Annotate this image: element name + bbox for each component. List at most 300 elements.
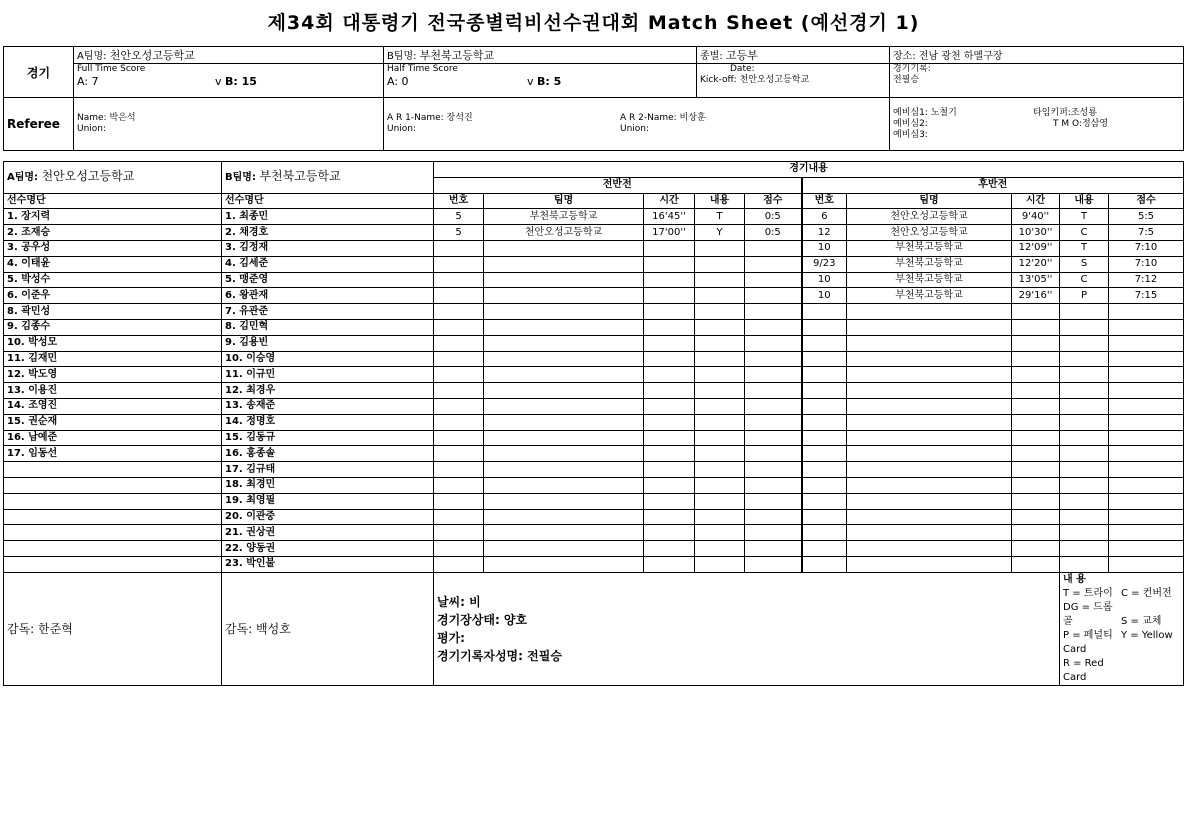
- table-row: [4, 225, 1184, 241]
- legend-title: 내 용: [1063, 573, 1086, 585]
- second-half-event-score: 5:5: [1109, 209, 1184, 225]
- second-half-event-team: 부천북고등학교: [847, 272, 1012, 288]
- roster-a-player: 8. 곽민성: [4, 304, 222, 320]
- table-row: [4, 240, 1184, 256]
- first-half-event-no: [434, 430, 484, 446]
- team-b-cell: B팀명: 부천북고등학교: [384, 47, 697, 64]
- table-row: [4, 414, 1184, 430]
- roster-b-player: 14. 정명호: [222, 414, 434, 430]
- roster-a-player: [4, 541, 222, 557]
- roster-a-player: [4, 493, 222, 509]
- team-b-name: 부천북고등학교: [259, 169, 341, 184]
- first-half-event-time: [644, 430, 695, 446]
- first-half-event-score: [745, 398, 802, 414]
- team-b-header: [222, 162, 434, 194]
- second-half-event-score: [1109, 304, 1184, 320]
- first-half-event-time: [644, 272, 695, 288]
- second-half-event-no: [802, 319, 847, 335]
- first-half-event-no: [434, 556, 484, 572]
- second-half-event-time: [1012, 414, 1060, 430]
- second-half-event-no: 10: [802, 240, 847, 256]
- first-half-event-no: [434, 525, 484, 541]
- second-half-event-time: [1012, 446, 1060, 462]
- second-half-event-no: [802, 509, 847, 525]
- first-half-event-no: [434, 351, 484, 367]
- second-half-event-no: [802, 367, 847, 383]
- first-half-event-no: [434, 240, 484, 256]
- evaluation: 평가:: [437, 630, 465, 645]
- second-half-event-time: [1012, 398, 1060, 414]
- second-half-event-no: [802, 383, 847, 399]
- second-half-event-no: [802, 525, 847, 541]
- legend-row: [1063, 587, 1180, 601]
- first-half-event-no: 5: [434, 209, 484, 225]
- second-half-event-score: [1109, 477, 1184, 493]
- first-half-event-score: [745, 462, 802, 478]
- first-half-event-team: [484, 509, 644, 525]
- ground-condition: 경기장상태: 양호: [437, 612, 528, 627]
- first-half-col-0: 번호: [434, 193, 484, 209]
- first-half-event-no: [434, 477, 484, 493]
- second-half-event-no: 9/23: [802, 256, 847, 272]
- second-half-event-score: [1109, 398, 1184, 414]
- second-half-event-time: [1012, 383, 1060, 399]
- roster-b-player: 11. 이규민: [222, 367, 434, 383]
- legend-item: T = 트라이: [1063, 587, 1113, 599]
- second-half-event-team: [847, 319, 1012, 335]
- roster-a-player: 15. 권순재: [4, 414, 222, 430]
- match-header-table: [3, 46, 1184, 151]
- table-row: [4, 288, 1184, 304]
- team-b-label: B팀명:: [225, 172, 256, 184]
- second-half-event-score: [1109, 541, 1184, 557]
- roster-b-player: 23. 박인불: [222, 556, 434, 572]
- first-half-event-team: [484, 398, 644, 414]
- match-label: 경기: [4, 47, 74, 98]
- recorder-sign-label: 경기기록자성명:: [437, 648, 523, 663]
- roster-b-player: 5. 맹준영: [222, 272, 434, 288]
- second-half-event-time: [1012, 462, 1060, 478]
- first-half-event-type: [695, 288, 745, 304]
- first-half-event-type: [695, 541, 745, 557]
- table-row: [4, 446, 1184, 462]
- first-half-event-no: [434, 288, 484, 304]
- second-half-event-time: 13'05'': [1012, 272, 1060, 288]
- first-half-event-team: [484, 319, 644, 335]
- second-half-event-type: [1060, 556, 1109, 572]
- first-half-event-time: [644, 477, 695, 493]
- team-a-name: 천안오성고등학교: [109, 49, 195, 62]
- roster-a-player: 5. 박성수: [4, 272, 222, 288]
- coach-b: 감독: 백성호: [222, 572, 434, 685]
- second-half-event-no: 6: [802, 209, 847, 225]
- first-half-event-type: [695, 272, 745, 288]
- table-row: [4, 335, 1184, 351]
- second-half-event-score: [1109, 462, 1184, 478]
- second-half-event-time: [1012, 477, 1060, 493]
- second-half-event-score: [1109, 430, 1184, 446]
- table-row: [4, 367, 1184, 383]
- roster-b-player: 16. 홍종솔: [222, 446, 434, 462]
- first-half-event-score: [745, 319, 802, 335]
- second-half-event-team: 부천북고등학교: [847, 288, 1012, 304]
- roster-a-player: [4, 525, 222, 541]
- roster-b-player: 3. 김정재: [222, 240, 434, 256]
- first-half-event-type: [695, 240, 745, 256]
- first-half-event-type: [695, 430, 745, 446]
- second-half-event-team: [847, 462, 1012, 478]
- roster-b-player: 7. 유관준: [222, 304, 434, 320]
- second-half-event-score: [1109, 335, 1184, 351]
- second-half-event-type: P: [1060, 288, 1109, 304]
- ar1-name: A R 1-Name: 장석진: [387, 113, 473, 123]
- first-half-event-no: [434, 383, 484, 399]
- second-half-event-no: [802, 414, 847, 430]
- second-half-event-no: 10: [802, 288, 847, 304]
- first-half-event-team: 부천북고등학교: [484, 209, 644, 225]
- first-half-event-team: [484, 477, 644, 493]
- table-row: [4, 477, 1184, 493]
- second-half-event-type: [1060, 462, 1109, 478]
- first-half-event-score: [745, 367, 802, 383]
- second-half-event-time: [1012, 367, 1060, 383]
- second-half-event-team: [847, 509, 1012, 525]
- roster-a-player: 1. 장지력: [4, 209, 222, 225]
- second-half-event-type: [1060, 367, 1109, 383]
- first-half-event-type: [695, 462, 745, 478]
- second-half-event-no: [802, 398, 847, 414]
- first-half-event-no: [434, 446, 484, 462]
- second-half-event-score: 7:12: [1109, 272, 1184, 288]
- second-half-event-type: [1060, 525, 1109, 541]
- first-half-event-score: [745, 430, 802, 446]
- second-half-event-team: [847, 367, 1012, 383]
- second-half-event-type: C: [1060, 225, 1109, 241]
- roster-b-player: 6. 왕관재: [222, 288, 434, 304]
- first-half-event-team: [484, 446, 644, 462]
- roster-a-player: 11. 김재민: [4, 351, 222, 367]
- first-half-event-time: [644, 256, 695, 272]
- second-half-event-type: T: [1060, 209, 1109, 225]
- legend-row: [1063, 657, 1180, 685]
- first-half-event-team: [484, 335, 644, 351]
- second-half-event-type: [1060, 398, 1109, 414]
- first-half-event-no: [434, 462, 484, 478]
- second-half-event-type: [1060, 414, 1109, 430]
- first-half-event-team: [484, 383, 644, 399]
- roster-b-player: 21. 권상권: [222, 525, 434, 541]
- table-row: [4, 319, 1184, 335]
- roster-a-player: 12. 박도영: [4, 367, 222, 383]
- first-half-col-2: 시간: [644, 193, 695, 209]
- first-half-event-score: [745, 446, 802, 462]
- first-half-event-type: [695, 414, 745, 430]
- first-half-event-time: [644, 351, 695, 367]
- referee-label: Referee: [4, 98, 74, 151]
- second-half-event-no: [802, 477, 847, 493]
- conditions-cell: [434, 572, 1060, 685]
- first-half-event-score: [745, 414, 802, 430]
- roster-a-player: 4. 이태윤: [4, 256, 222, 272]
- table-row: [4, 509, 1184, 525]
- first-half-event-no: [434, 367, 484, 383]
- second-half-event-type: [1060, 383, 1109, 399]
- second-half-event-no: [802, 351, 847, 367]
- first-half-event-score: [745, 335, 802, 351]
- legend-item: Y = Yellow Card: [1063, 629, 1173, 655]
- second-half-event-no: 12: [802, 225, 847, 241]
- first-half-event-score: 0:5: [745, 209, 802, 225]
- second-half-event-no: [802, 462, 847, 478]
- first-half-event-type: [695, 351, 745, 367]
- second-half-event-team: 천안오성고등학교: [847, 209, 1012, 225]
- roster-a-player: 13. 이용진: [4, 383, 222, 399]
- first-half-event-type: [695, 493, 745, 509]
- second-half-event-score: [1109, 509, 1184, 525]
- first-half-event-type: [695, 509, 745, 525]
- second-half-event-type: [1060, 335, 1109, 351]
- table-row: [4, 525, 1184, 541]
- second-half-event-time: [1012, 525, 1060, 541]
- second-half-event-team: [847, 556, 1012, 572]
- first-half-event-time: [644, 335, 695, 351]
- second-half-event-type: [1060, 509, 1109, 525]
- roster-b-player: 13. 송재준: [222, 398, 434, 414]
- roster-a-player: [4, 462, 222, 478]
- half-time-a: A: 0: [387, 75, 409, 88]
- second-half-event-team: [847, 477, 1012, 493]
- first-half-event-type: [695, 383, 745, 399]
- second-half-event-time: 10'30'': [1012, 225, 1060, 241]
- table-row: [4, 383, 1184, 399]
- second-half-event-team: [847, 446, 1012, 462]
- second-half-event-team: [847, 304, 1012, 320]
- first-half-event-no: [434, 414, 484, 430]
- first-half-event-score: 0:5: [745, 225, 802, 241]
- second-half-event-no: [802, 493, 847, 509]
- first-half-event-time: 17'00'': [644, 225, 695, 241]
- second-half-event-score: [1109, 351, 1184, 367]
- roster-b-player: 15. 김동규: [222, 430, 434, 446]
- second-half-event-score: 7:10: [1109, 256, 1184, 272]
- assistant-referees-cell: A R 1-Name: 장석진 Union: A R 2-Name: 비상훈 Union:: [384, 98, 890, 151]
- first-half-event-score: [745, 541, 802, 557]
- roster-a-player: 17. 임동선: [4, 446, 222, 462]
- second-half-event-no: [802, 304, 847, 320]
- first-half-event-time: [644, 493, 695, 509]
- team-b-name: 부천북고등학교: [419, 49, 495, 62]
- roster-b-player: 2. 채경호: [222, 225, 434, 241]
- second-half-event-score: [1109, 556, 1184, 572]
- first-half-event-time: [644, 414, 695, 430]
- first-half-event-no: [434, 304, 484, 320]
- first-half-event-team: [484, 288, 644, 304]
- first-half-event-team: [484, 462, 644, 478]
- first-half-event-no: [434, 256, 484, 272]
- first-half-event-no: [434, 272, 484, 288]
- first-half-event-type: [695, 256, 745, 272]
- first-half-event-time: [644, 240, 695, 256]
- second-half-event-type: [1060, 319, 1109, 335]
- second-half-event-type: [1060, 430, 1109, 446]
- second-half-event-team: [847, 493, 1012, 509]
- roster-b-player: 9. 김용빈: [222, 335, 434, 351]
- first-half-event-type: Y: [695, 225, 745, 241]
- first-half-col-3: 내용: [695, 193, 745, 209]
- second-half-event-score: 7:15: [1109, 288, 1184, 304]
- second-half-event-score: [1109, 525, 1184, 541]
- second-half-event-score: 7:5: [1109, 225, 1184, 241]
- roster-b-player: 19. 최영필: [222, 493, 434, 509]
- roster-a-player: 10. 박성모: [4, 335, 222, 351]
- first-half-event-time: [644, 446, 695, 462]
- referee-cell: Name: 박은석 Union:: [74, 98, 384, 151]
- second-half-event-time: [1012, 509, 1060, 525]
- legend-cell: [1060, 572, 1184, 685]
- recorder-sign-value: 전필승: [527, 648, 562, 663]
- first-half-event-no: [434, 398, 484, 414]
- table-row: [4, 209, 1184, 225]
- second-half-event-team: 부천북고등학교: [847, 240, 1012, 256]
- first-half-col-1: 팀명: [484, 193, 644, 209]
- first-half-event-type: [695, 367, 745, 383]
- second-half-event-time: [1012, 319, 1060, 335]
- first-half-event-team: [484, 304, 644, 320]
- second-half-event-type: [1060, 477, 1109, 493]
- page-title: 제34회 대통령기 전국종별럭비선수권대회 Match Sheet (예선경기 1): [267, 12, 920, 34]
- legend-item: R = Red Card: [1063, 657, 1104, 683]
- table-row: [4, 304, 1184, 320]
- first-half-event-time: [644, 383, 695, 399]
- second-half-event-no: 10: [802, 272, 847, 288]
- legend-row: [1063, 601, 1180, 629]
- second-half-event-no: [802, 446, 847, 462]
- roster-b-player: 18. 최경민: [222, 477, 434, 493]
- tmo: T M O:정삼영: [1053, 118, 1109, 129]
- table-row: [4, 351, 1184, 367]
- first-half-event-team: [484, 351, 644, 367]
- second-half-event-no: [802, 335, 847, 351]
- second-half-event-score: [1109, 319, 1184, 335]
- first-half-event-score: [745, 256, 802, 272]
- team-a-cell: A팀명: 천안오성고등학교: [74, 47, 384, 64]
- roster-b-player: 12. 최경우: [222, 383, 434, 399]
- first-half-event-type: [695, 446, 745, 462]
- venue-cell: 장소: 전남 광천 하멜구장: [890, 47, 1184, 64]
- first-half-event-type: [695, 304, 745, 320]
- second-half-event-time: [1012, 304, 1060, 320]
- second-half-event-time: [1012, 541, 1060, 557]
- roster-events-table: [3, 161, 1184, 686]
- first-half-event-team: [484, 414, 644, 430]
- second-half-event-team: 부천북고등학교: [847, 256, 1012, 272]
- table-row: [4, 493, 1184, 509]
- roster-b-player: 1. 최종민: [222, 209, 434, 225]
- timekeeper: 타임키퍼:조성룡: [1033, 107, 1097, 118]
- second-half-event-team: 천안오성고등학교: [847, 225, 1012, 241]
- team-a-label: A팀명:: [7, 172, 39, 184]
- first-half-event-no: [434, 541, 484, 557]
- first-half-event-time: [644, 398, 695, 414]
- first-half-event-score: [745, 509, 802, 525]
- officials-cell: 예비심1: 노철기 예비심2: 예비심3: 타임키퍼:조성룡 T M O:정삼영: [890, 98, 1184, 151]
- second-half-col-3: 내용: [1060, 193, 1109, 209]
- first-half-event-time: [644, 509, 695, 525]
- roster-b-header: 선수명단: [222, 193, 434, 209]
- roster-a-player: 9. 김종수: [4, 319, 222, 335]
- second-half-event-no: [802, 430, 847, 446]
- first-half-event-team: [484, 367, 644, 383]
- table-row: [4, 462, 1184, 478]
- first-half-event-time: 16'45'': [644, 209, 695, 225]
- half-time-b: B: 5: [537, 75, 562, 88]
- first-half-event-type: [695, 398, 745, 414]
- second-half-event-no: [802, 541, 847, 557]
- ar2-name: A R 2-Name: 비상훈: [620, 113, 706, 123]
- second-half-event-score: [1109, 367, 1184, 383]
- second-half-event-time: 9'40'': [1012, 209, 1060, 225]
- first-half-event-type: [695, 525, 745, 541]
- first-half-event-no: [434, 335, 484, 351]
- legend-item: S = 교체: [1121, 615, 1162, 627]
- roster-b-player: 8. 김민혁: [222, 319, 434, 335]
- roster-b-player: 4. 김세준: [222, 256, 434, 272]
- first-half-event-time: [644, 556, 695, 572]
- roster-b-player: 10. 이승영: [222, 351, 434, 367]
- first-half-event-time: [644, 288, 695, 304]
- roster-b-player: 17. 김규태: [222, 462, 434, 478]
- second-half-event-time: [1012, 351, 1060, 367]
- first-half-event-score: [745, 240, 802, 256]
- second-half-event-team: [847, 383, 1012, 399]
- first-half-event-score: [745, 556, 802, 572]
- second-half-event-time: [1012, 430, 1060, 446]
- table-row: [4, 398, 1184, 414]
- first-half-event-team: [484, 525, 644, 541]
- table-row: [4, 541, 1184, 557]
- first-half-event-team: [484, 493, 644, 509]
- legend-item: DG = 드롭골: [1063, 601, 1113, 627]
- second-half-event-score: 7:10: [1109, 240, 1184, 256]
- legend-item: P = 페널티: [1063, 629, 1113, 641]
- second-half-col-4: 점수: [1109, 193, 1184, 209]
- weather: 날씨: 비: [437, 594, 481, 609]
- team-a-header: [4, 162, 222, 194]
- first-half-event-team: [484, 272, 644, 288]
- first-half-event-team: [484, 541, 644, 557]
- first-half-event-score: [745, 272, 802, 288]
- half-time-cell: Half Time Score A: 0 v B: 5: [384, 64, 697, 98]
- first-half-event-type: T: [695, 209, 745, 225]
- first-half-event-team: [484, 256, 644, 272]
- second-half-event-score: [1109, 383, 1184, 399]
- first-half-event-team: [484, 556, 644, 572]
- first-half-event-score: [745, 525, 802, 541]
- full-time-b: B: 15: [225, 75, 257, 88]
- second-half-event-type: C: [1060, 272, 1109, 288]
- second-half-event-score: [1109, 493, 1184, 509]
- legend-item: C = 컨버전: [1121, 587, 1172, 599]
- full-time-a: A: 7: [77, 75, 99, 88]
- second-half-event-time: [1012, 335, 1060, 351]
- roster-b-player: 22. 양동권: [222, 541, 434, 557]
- second-half-header: 후반전: [802, 177, 1184, 193]
- second-half-event-time: 12'09'': [1012, 240, 1060, 256]
- first-half-event-type: [695, 477, 745, 493]
- table-row: [4, 556, 1184, 572]
- second-half-event-team: [847, 398, 1012, 414]
- first-half-header: 전반전: [434, 177, 802, 193]
